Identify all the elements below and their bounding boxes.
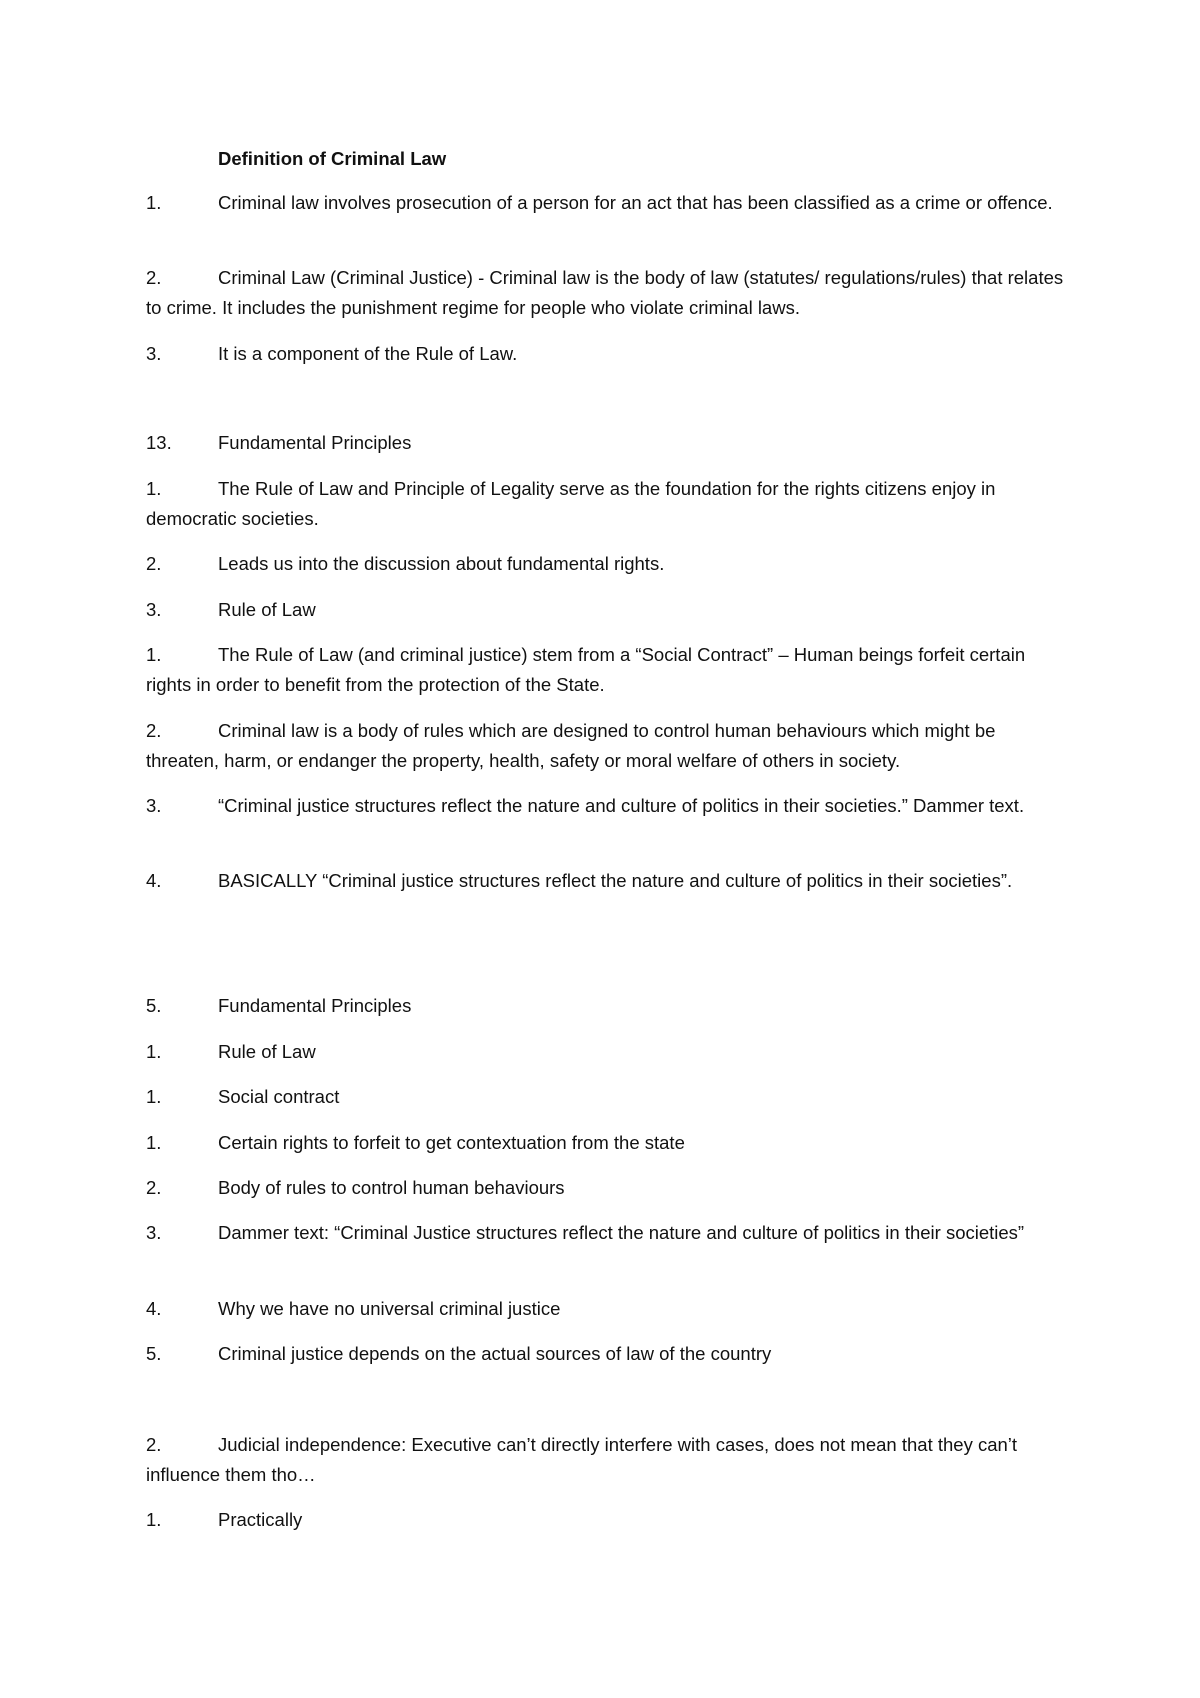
paragraph-text: Criminal law involves prosecution of a person for an act that has been classified as a crime or offence. — [218, 192, 1053, 213]
paragraph-text: Criminal Law (Criminal Justice) - Criminal law is the body of law (statutes/ regulations/rules) that relates to crime. It includes the punishment regime for people who violate criminal laws. — [146, 267, 1064, 318]
paragraph-text: The Rule of Law (and criminal justice) stem from a “Social Contract” – Human beings forfeit certain rights in order to benefit from the protection of the State. — [146, 644, 1026, 695]
document-title: Definition of Criminal Law — [218, 148, 447, 169]
paragraph-text: Judicial independence: Executive can’t directly interfere with cases, does not mean that they can’t influence them tho… — [146, 1434, 1018, 1485]
paragraph — [146, 1037, 1066, 1067]
list-number: 3. — [146, 1222, 162, 1243]
list-number: 2. — [146, 267, 162, 288]
list-number: 4. — [146, 1298, 162, 1319]
document-page — [146, 0, 1066, 1698]
paragraph-text: Social contract — [218, 1086, 340, 1107]
paragraph-text: “Criminal justice structures reflect the nature and culture of politics in their societies.” Dammer text. — [218, 795, 1025, 816]
list-number: 5. — [146, 995, 162, 1016]
paragraph-text: Rule of Law — [218, 1041, 316, 1062]
list-number: 1. — [146, 1509, 162, 1530]
paragraph-text: Criminal justice depends on the actual sources of law of the country — [218, 1343, 772, 1364]
heading-text: Fundamental Principles — [218, 995, 412, 1016]
list-number: 2. — [146, 720, 162, 741]
list-number: 1. — [146, 192, 162, 213]
paragraph — [146, 1505, 1066, 1535]
paragraph-text: Why we have no universal criminal justice — [218, 1298, 561, 1319]
paragraph — [146, 716, 1066, 776]
paragraph — [146, 339, 1066, 369]
list-number: 1. — [146, 1132, 162, 1153]
paragraph — [146, 1430, 1066, 1490]
list-number: 3. — [146, 795, 162, 816]
paragraph — [146, 1082, 1066, 1112]
list-number: 5. — [146, 1343, 162, 1364]
list-number: 1. — [146, 478, 162, 499]
section-heading — [146, 991, 1066, 1021]
list-number: 2. — [146, 1434, 162, 1455]
paragraph — [146, 549, 1066, 579]
paragraph — [146, 791, 1066, 821]
paragraph-text: Practically — [218, 1509, 303, 1530]
list-number: 3. — [146, 599, 162, 620]
paragraph — [146, 1294, 1066, 1324]
list-number: 1. — [146, 644, 162, 665]
paragraph — [146, 1218, 1066, 1248]
paragraph-text: BASICALLY “Criminal justice structures reflect the nature and culture of politics in their societies”. — [218, 870, 1013, 891]
paragraph — [146, 1128, 1066, 1158]
heading-text: Fundamental Principles — [218, 432, 412, 453]
paragraph-text: The Rule of Law and Principle of Legality serve as the foundation for the rights citizens enjoy in democratic societies. — [146, 478, 996, 529]
paragraph-text: Certain rights to forfeit to get contextuation from the state — [218, 1132, 685, 1153]
list-number: 4. — [146, 870, 162, 891]
paragraph — [146, 474, 1066, 534]
list-number: 2. — [146, 1177, 162, 1198]
paragraph-text: Leads us into the discussion about fundamental rights. — [218, 553, 665, 574]
paragraph — [146, 866, 1066, 896]
paragraph — [146, 595, 1066, 625]
paragraph-text: Dammer text: “Criminal Justice structures reflect the nature and culture of politics in their societies” — [218, 1222, 1025, 1243]
paragraph-text: It is a component of the Rule of Law. — [218, 343, 518, 364]
paragraph — [146, 188, 1066, 218]
list-number: 13. — [146, 432, 172, 453]
list-number: 2. — [146, 553, 162, 574]
list-number: 1. — [146, 1086, 162, 1107]
section-heading — [146, 428, 1066, 458]
paragraph-text: Body of rules to control human behaviours — [218, 1177, 565, 1198]
list-number: 1. — [146, 1041, 162, 1062]
paragraph — [146, 263, 1066, 323]
list-number: 3. — [146, 343, 162, 364]
paragraph-text: Criminal law is a body of rules which are designed to control human behaviours which might be threaten, harm, or endanger the property, health, safety or moral welfare of others in society. — [146, 720, 996, 771]
paragraph — [146, 1339, 1066, 1369]
paragraph — [146, 640, 1066, 700]
paragraph-text: Rule of Law — [218, 599, 316, 620]
paragraph — [146, 1173, 1066, 1203]
